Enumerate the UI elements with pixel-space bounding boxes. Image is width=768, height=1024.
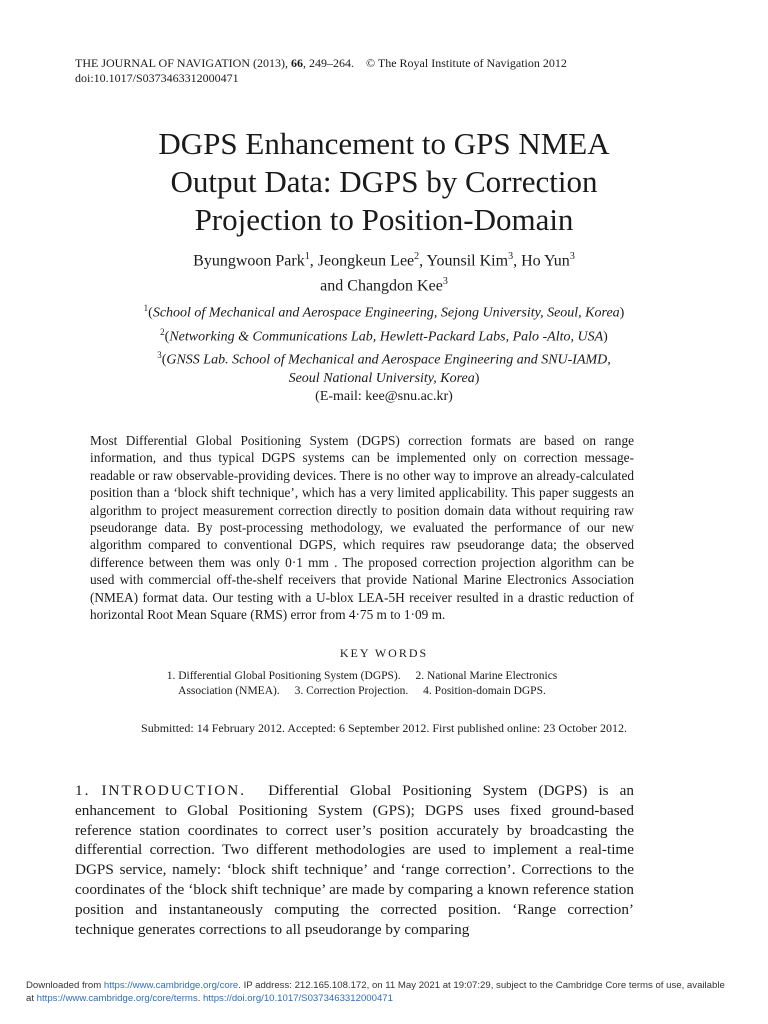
journal-volume: 66	[291, 56, 303, 70]
author-affil-mark: 2	[414, 251, 420, 262]
section-body: Differential Global Positioning System (DGPS) is an enhancement to Global Positioning System (GPS); DGPS uses fixed ground-based reference station coordinates to correct user’s position accurately by broadcasting the differential correction. Two different methodologies are used to implement a real-time DGPS service, namely: ‘block shift technique’ and ‘range correction’. Corrections to the coordinates of the ‘block shift technique’ are made by comparing a known reference station position and instantaneously computing the corrected position. ‘Range correction’ technique generates corrections to all pseudorange by comparing	[75, 782, 635, 938]
keyword: 1. Differential Global Positioning System (DGPS).	[166, 670, 401, 682]
journal-header	[75, 56, 567, 86]
title-line: Projection to Position-Domain	[194, 202, 574, 237]
author-name: Younsil Kim	[426, 252, 509, 270]
terms-link[interactable]: https://www.cambridge.org/core/terms	[36, 993, 198, 1004]
submission-dates: Submitted: 14 February 2012. Accepted: 6 September 2012. First published online: 23 October 2012.	[141, 721, 627, 735]
keyword: 2. National Marine Electronics	[415, 670, 558, 682]
affiliation: $^1$(School of Mechanical and Aerospace Engineering, Sejong University, Seoul, Korea)	[143, 303, 625, 321]
author-joiner: and	[320, 277, 344, 295]
keywords-heading: KEY WORDS	[339, 646, 429, 660]
doi-link[interactable]: https://doi.org/10.1017/S0373463312000471	[203, 993, 393, 1004]
journal-pages: , 249–264.	[303, 56, 354, 70]
affiliation: $^3$(GNSS Lab. School of Mechanical and Aerospace Engineering and SNU-IAMD,	[157, 350, 611, 368]
section-heading: INTRODUCTION.	[101, 782, 247, 799]
title-line: DGPS Enhancement to GPS NMEA	[158, 126, 610, 161]
download-footer: Downloaded from https://www.cambridge.org/core. IP address: 212.165.108.172, on 11 May 2021 at 19:07:29, subject to the Cambridge Core terms of use, available at https://www.cambridge.org/core/terms. https://doi.org/10.1017/S0373463312000471	[26, 980, 725, 1004]
cambridge-core-link[interactable]: https://www.cambridge.org/core	[103, 980, 239, 991]
author-affil-mark: 1	[304, 251, 310, 262]
author-affil-mark: 3	[508, 251, 514, 262]
author-list: Byungwoon Park$^1$, Jeongkeun Lee$^2$, Younsil Kim$^3$, Ho Yun$^3$ and Changdon Kee$^3$	[193, 251, 575, 295]
affiliations	[60, 299, 708, 406]
abstract: Most Differential Global Positioning System (DGPS) correction formats are based on range information, and thus typical DGPS systems can be implemented only on correction message-readable or raw observable-providing devices. There is no other way to improve an already-calculated position than a ‘block shift technique’, which has a very limited applicability. This paper suggests an algorithm to project measurement correction directly to position domain data without requiring raw pseudorange data. By post-processing methodology, we evaluated the performance of our new algorithm compared to conventional DGPS, which requires raw pseudorange data; the observed difference between them was only 0·1 mm . The proposed correction projection algorithm can be used with commercial off-the-shelf receivers that provide National Marine Electronics Association (NMEA) format data. Our testing with a U-blox LEA-5H receiver resulted in a drastic reduction of horizontal Root Mean Square (RMS) error from 4·75 m to 1·09 m.	[90, 433, 634, 623]
keyword: 3. Correction Projection.	[294, 685, 409, 697]
author-name: Byungwoon Park	[193, 252, 305, 270]
title-line: Output Data: DGPS by Correction	[170, 164, 598, 199]
journal-name: THE JOURNAL OF NAVIGATION (2013),	[75, 56, 288, 70]
author-name: Changdon Kee	[347, 277, 443, 295]
affiliation-continued: Seoul National University, Korea)	[288, 370, 480, 386]
author-name: Jeongkeun Lee	[317, 252, 415, 270]
paper-title	[60, 125, 708, 239]
keyword: Association (NMEA).	[178, 685, 280, 697]
author-name: Ho Yun	[521, 252, 570, 270]
keywords-list	[90, 669, 634, 699]
doi: doi:10.1017/S0373463312000471	[75, 71, 239, 85]
section-number: 1.	[75, 782, 91, 799]
keyword: 4. Position-domain DGPS.	[423, 685, 546, 697]
author-affil-mark: 3	[569, 251, 575, 262]
author-affil-mark: 3	[442, 276, 448, 288]
copyright-notice: © The Royal Institute of Navigation 2012	[366, 56, 567, 70]
introduction-section	[75, 781, 634, 939]
affiliation: $^2$(Networking & Communications Lab, Hewlett-Packard Labs, Palo -Alto, USA)	[160, 326, 608, 345]
author-email: (E-mail: kee@snu.ac.kr)	[315, 388, 453, 404]
